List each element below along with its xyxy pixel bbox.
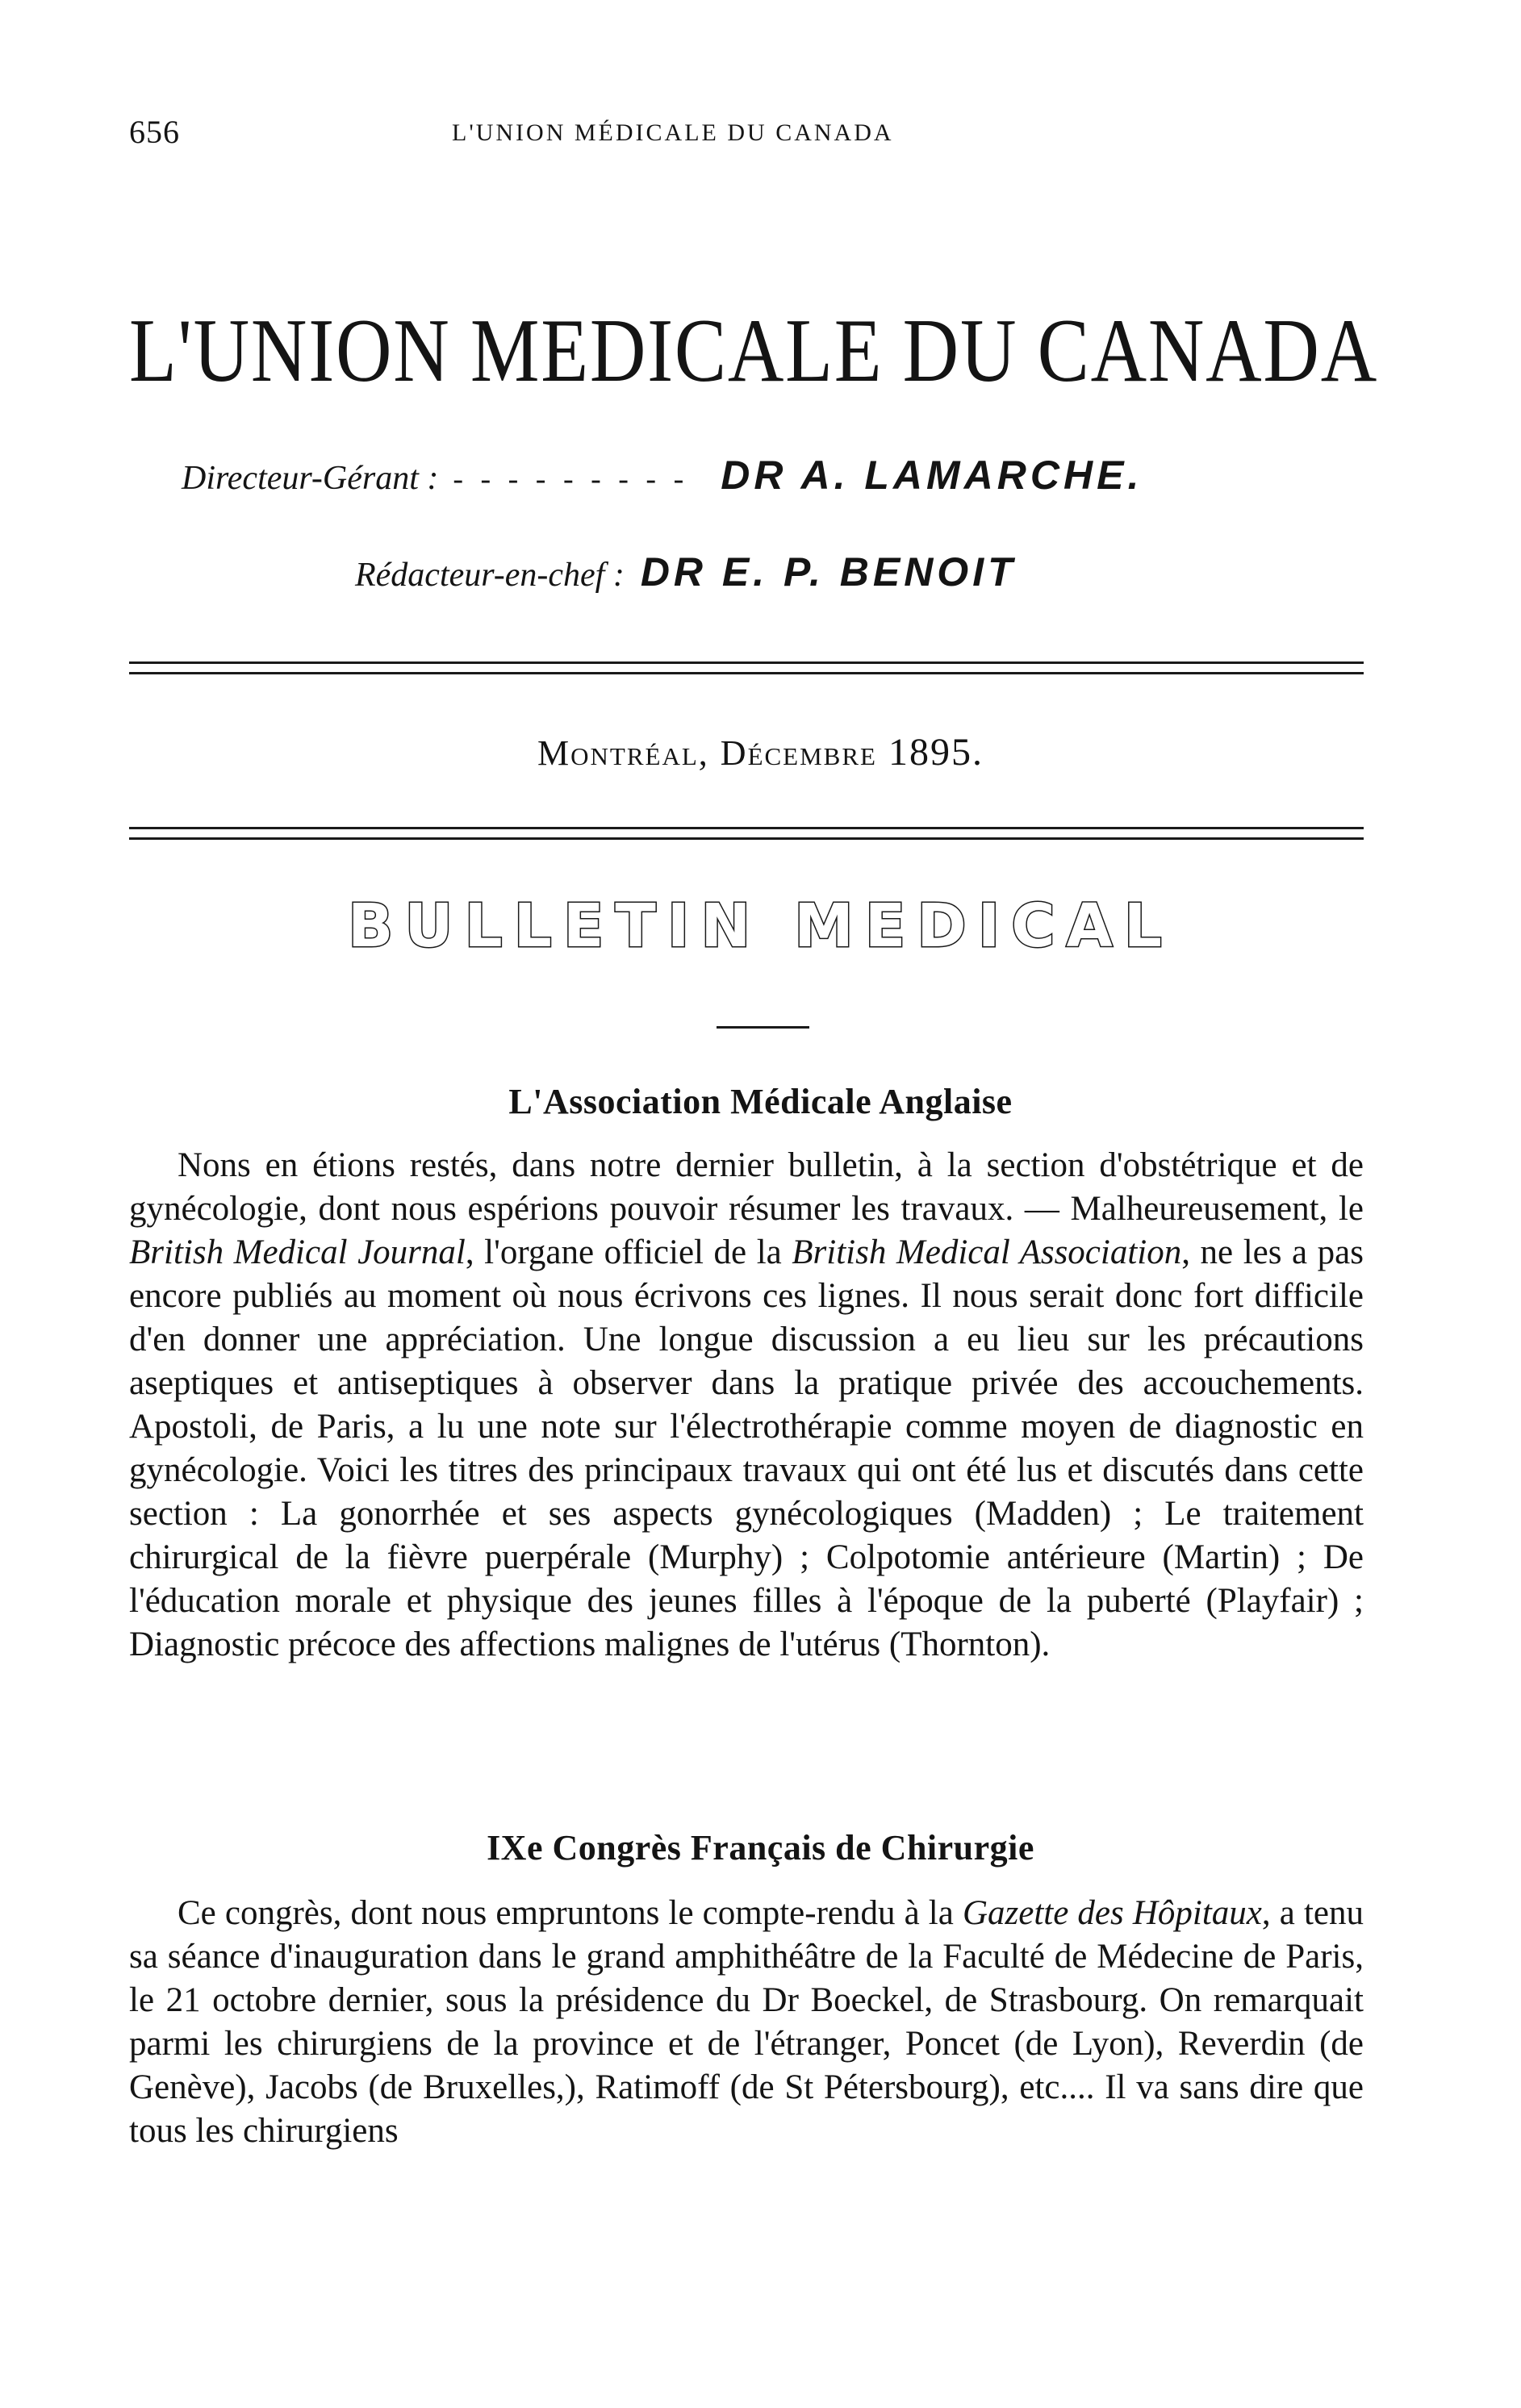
masthead-word: DU <box>902 301 1018 401</box>
director-leader: - - - - - - - - - <box>453 462 689 496</box>
short-divider <box>717 1026 809 1029</box>
director-name: DR A. LAMARCHE. <box>721 453 1143 498</box>
paragraph-text: , ne les a pas encore publiés au moment où nous écrivons ces lignes. Il nous serait donc fort difficile d'en donner une appréciation. Une longue discussion a eu lieu sur les précautions aseptiques et antiseptiques à observer dans la pratique privée des accouchements. Apostoli, de Paris, a lu une note sur l'électrothérapie comme moyen de diagnostic en gynécologie. Voici les titres des principaux travaux qui ont été lus et discutés dans cette section : La gonorrhée et ses aspects gynécologiques (Madden) ; Le traitement chirurgical de la fièvre puerpérale (Murphy) ; Colpotomie antérieure (Martin) ; De l'éducation morale et physique des jeunes filles à l'époque de la puberté (Playfair) ; Diagnostic précoce des affections malignes de l'utérus (Thornton). <box>129 1233 1364 1663</box>
section-paragraph <box>129 1892 1364 2153</box>
dateline <box>0 730 1521 774</box>
journal-title: Gazette des Hôpitaux <box>962 1894 1262 1932</box>
masthead-word: MEDICALE <box>470 301 884 401</box>
editor-name: DR E. P. BENOIT <box>640 549 1017 595</box>
association-title: British Medical Association <box>792 1233 1182 1271</box>
section-heading: IXe Congrès Français de Chirurgie <box>487 1828 1034 1868</box>
double-rule-top <box>129 661 1364 674</box>
dateline-month: Décembre <box>720 733 877 773</box>
director-role: Directeur-Gérant : <box>182 460 439 497</box>
masthead-word: L'UNION <box>129 301 451 401</box>
editor-role: Rédacteur-en-chef : <box>355 557 625 594</box>
double-rule-bottom <box>129 827 1364 840</box>
editor-line <box>355 549 1017 595</box>
masthead-title <box>129 298 1378 403</box>
page-number: 656 <box>129 114 180 150</box>
section-paragraph <box>129 1144 1364 1667</box>
masthead-word: CANADA <box>1037 301 1378 401</box>
paragraph-text: , l'organe officiel de la <box>465 1233 792 1271</box>
bulletin-heading: BULLETIN MEDICAL <box>348 891 1173 961</box>
paragraph-text: Nons en étions restés, dans notre dernier bulletin, à la section d'obstétrique et de gynécologie, dont nous espérions pouvoir résumer les travaux. — Malheureusement, le <box>129 1146 1364 1228</box>
paragraph-text: Ce congrès, dont nous empruntons le compte-rendu à la <box>178 1894 963 1932</box>
director-line <box>182 452 1143 499</box>
running-head: L'UNION MÉDICALE DU CANADA <box>452 119 894 146</box>
dateline-year: 1895. <box>888 731 984 774</box>
section-heading: L'Association Médicale Anglaise <box>508 1082 1013 1121</box>
journal-title: British Medical Journal <box>129 1233 466 1271</box>
dateline-place: Montréal, <box>537 733 709 773</box>
paragraph-text: , a tenu sa séance d'inauguration dans le grand amphithéâtre de la Faculté de Médecine de Paris, le 21 octobre dernier, sous la présidence du Dr Boeckel, de Strasbourg. On remarquait parmi les chirurgiens de la province et de l'étranger, Poncet (de Lyon), Reverdin (de Genève), Jacobs (de Bruxelles,), Ratimoff (de St Pétersbourg), etc.... Il va sans dire que tous les chirurgiens <box>129 1894 1364 2150</box>
